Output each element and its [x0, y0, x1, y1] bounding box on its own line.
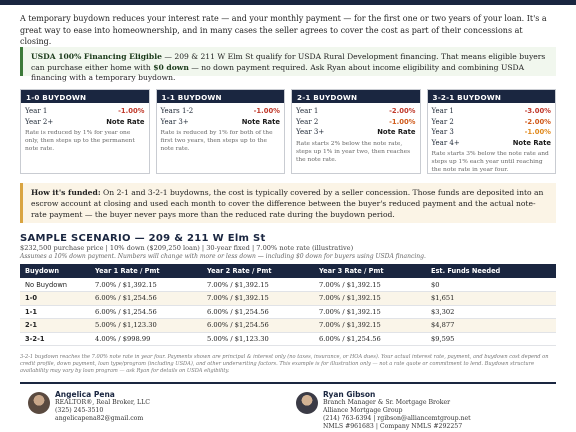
table-header: Year 1 Rate / Pmt	[90, 264, 202, 278]
card-row: Year 1 -1.00%	[25, 107, 145, 115]
intro-paragraph: A temporary buydown reduces your interest rate — and your monthly payment — for the first one or two years of your loan. It's a great way to ease into homeownership, and in many cases the seller agrees to cover the cost as part of their concessions at closing.	[20, 14, 547, 46]
avatar	[296, 392, 318, 414]
table-header: Year 2 Rate / Pmt	[202, 264, 314, 278]
card-3-2-1	[427, 89, 557, 174]
table-row: 2-1 5.00% / $1,123.30 6.00% / $1,254.56 7.00% / $1,392.15 $4,877	[20, 319, 556, 333]
card-title: 3-2-1 BUYDOWN	[428, 90, 556, 103]
card-row: Year 1 -3.00%	[431, 107, 551, 115]
footer-divider	[20, 382, 556, 384]
table-row: No Buydown 7.00% / $1,392.15 7.00% / $1,392.15 7.00% / $1,392.15 $0	[20, 278, 556, 292]
agent-name: Ryan Gibson	[323, 390, 376, 399]
card-note: Rate is reduced by 1% for year one only, then steps up to the permanent note rate.	[25, 130, 135, 152]
card-title: 2-1 BUYDOWN	[292, 90, 420, 103]
card-1-1	[156, 89, 286, 174]
agent-card-angelica	[28, 390, 150, 423]
card-row: Year 2 -1.00%	[296, 117, 416, 126]
card-note: Rate starts 2% below the note rate, steps up 1% in year two, then reaches the note rate.	[296, 140, 411, 163]
card-row: Year 4+ Note Rate	[431, 138, 551, 147]
table-row: 3-2-1 4.00% / $998.99 5.00% / $1,123.30 6.00% / $1,254.56 $9,595	[20, 332, 556, 346]
card-2-1	[291, 89, 421, 174]
scenario-note: Assumes a 10% down payment. Numbers will change with more or less down — including $0 down for buyers using USDA financing.	[20, 253, 426, 260]
table-row: 1-0 6.00% / $1,254.56 7.00% / $1,392.15 7.00% / $1,392.15 $1,651	[20, 292, 556, 306]
usda-text-1: — 209 & 211 W Elm St qualify for USDA Rural Development financing. That means eligible buyers can purchase either home with	[31, 52, 546, 72]
scenario-title: SAMPLE SCENARIO — 209 & 211 W Elm St	[20, 233, 266, 244]
table-header: Est. Funds Needed	[426, 264, 556, 278]
buydown-cards	[20, 89, 556, 174]
agent-email: angelicapena82@gmail.com	[55, 415, 144, 423]
usda-label: USDA 100% Financing Eligible	[31, 52, 162, 61]
card-row: Year 3 -1.00%	[431, 128, 551, 136]
usda-callout	[20, 47, 556, 82]
usda-text-2: — no down payment required. Ask Ryan about income eligibility and combining USDA financing with a temporary buydown.	[31, 62, 525, 82]
disclaimer: 3-2-1 buydown reaches the 7.00% note rate in year four. Payments shown are principal & interest only (no taxes, insurance, or HOA dues). Your actual interest rate, payment, and buydown cost depend on credit profile, down payment, loan type/program (including USDA), and other underwriting factors. This example is for illustration only — not a rate quote or commitment to lend. Buydown structure availability may vary by loan program — ask Ryan for details on USDA eligibility.	[20, 354, 549, 374]
card-note: Rate starts 3% below the note rate and steps up 1% each year until reaching the note rate in year four.	[431, 151, 549, 173]
funding-label: How it's funded:	[31, 188, 101, 197]
table-header: Year 3 Rate / Pmt	[314, 264, 426, 278]
scenario-subtitle: $232,500 purchase price | 10% down ($209,250 loan) | 30-year fixed | 7.00% note rate (illustrative)	[20, 244, 354, 252]
funding-callout	[20, 183, 556, 223]
agent-card-ryan	[296, 390, 471, 431]
table-row: 1-1 6.00% / $1,254.56 6.00% / $1,254.56 7.00% / $1,392.15 $3,302	[20, 305, 556, 319]
card-row: Year 2+ Note Rate	[25, 117, 145, 126]
card-row: Year 3+ Note Rate	[160, 117, 280, 126]
card-title: 1-0 BUYDOWN	[21, 90, 149, 103]
card-1-0	[20, 89, 150, 174]
scenario-table	[20, 264, 556, 346]
card-row: Years 1-2 -1.00%	[160, 107, 280, 115]
card-note: Rate is reduced by 1% for both of the first two years, then steps up to the note rate.	[160, 130, 273, 152]
table-header: Buydown	[20, 264, 90, 278]
agent-contact: (214) 763-6394 | rgibson@alliancemtgroup.net	[323, 415, 471, 423]
agent-phone: (325) 245-3510	[55, 407, 104, 415]
agent-title: Branch Manager & Sr. Mortgage Broker	[323, 399, 451, 406]
card-row: Year 2 -2.00%	[431, 117, 551, 126]
agent-title: REALTOR®, Real Broker, LLC	[55, 399, 150, 406]
top-bar	[0, 0, 576, 5]
card-title: 1-1 BUYDOWN	[157, 90, 285, 103]
avatar	[28, 392, 50, 414]
funding-text: On 2-1 and 3-2-1 buydowns, the cost is typically covered by a seller concession. Those funds are deposited into an escrow account at closing and used each month to cover the difference between the buyer's reduced payment and the actual note-rate payment — the buyer never pays more than the reduced rate during the buydown period.	[31, 188, 544, 219]
card-row: Year 1 -2.00%	[296, 107, 416, 115]
agent-name: Angelica Pena	[55, 390, 115, 399]
table-header-row	[20, 264, 556, 278]
agent-nmls: NMLS #961683 | Company NMLS #292257	[323, 423, 463, 431]
card-row: Year 3+ Note Rate	[296, 128, 416, 136]
agent-company: Alliance Mortgage Group	[323, 407, 403, 415]
usda-bold: $0 down	[153, 62, 189, 72]
